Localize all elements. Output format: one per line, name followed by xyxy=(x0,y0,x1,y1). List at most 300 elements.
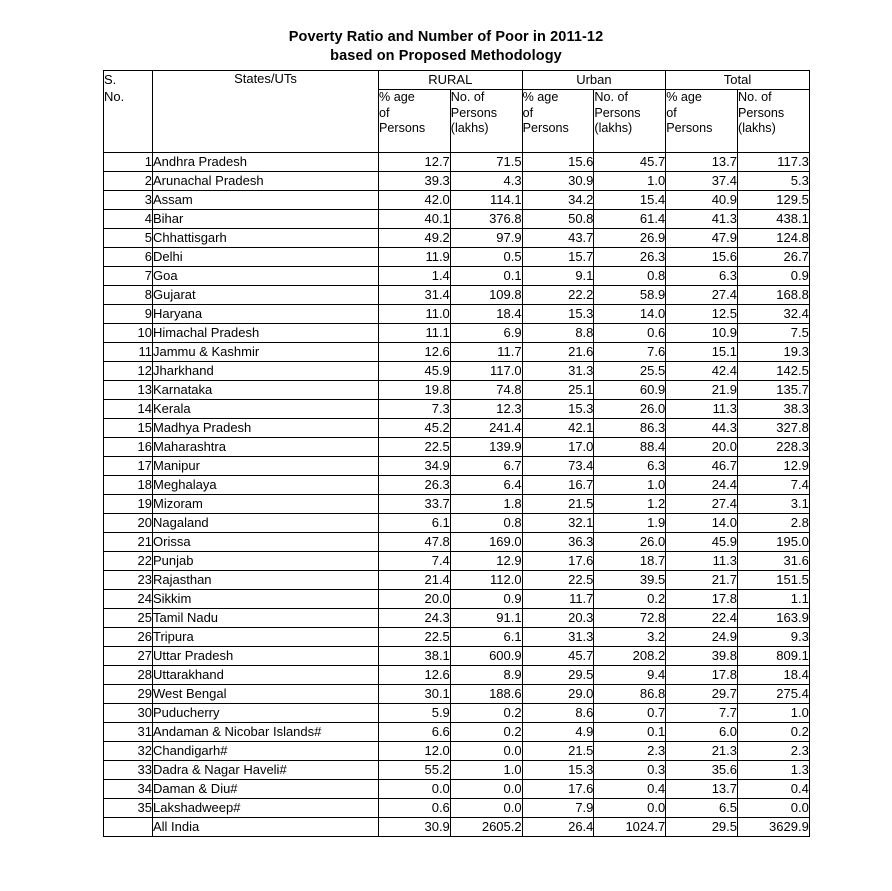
cell-urban-percentage: 11.7 xyxy=(522,590,594,609)
table-row xyxy=(104,400,810,419)
table-header xyxy=(104,71,810,153)
cell-rural-persons: 6.7 xyxy=(450,457,522,476)
table-row xyxy=(104,362,810,381)
cell-urban-persons: 58.9 xyxy=(594,286,666,305)
cell-rural-percentage: 45.9 xyxy=(379,362,451,381)
cell-urban-percentage: 17.6 xyxy=(522,552,594,571)
cell-urban-percentage: 29.0 xyxy=(522,685,594,704)
cell-state-name: Chandigarh# xyxy=(153,742,379,761)
cell-serial-number: 6 xyxy=(104,248,153,267)
cell-serial-number: 24 xyxy=(104,590,153,609)
cell-state-name: Maharashtra xyxy=(153,438,379,457)
cell-rural-percentage: 0.0 xyxy=(379,780,451,799)
cell-total-percentage: 7.7 xyxy=(666,704,738,723)
cell-urban-persons: 1.2 xyxy=(594,495,666,514)
cell-urban-persons: 45.7 xyxy=(594,153,666,172)
urban-num-line-2: Persons xyxy=(594,105,641,120)
total-pct-line-3: Persons xyxy=(666,121,713,135)
cell-serial-number: 29 xyxy=(104,685,153,704)
cell-total-persons: 124.8 xyxy=(738,229,810,248)
cell-state-name: Punjab xyxy=(153,552,379,571)
cell-total-percentage: 6.3 xyxy=(666,267,738,286)
cell-serial-number: 15 xyxy=(104,419,153,438)
cell-urban-percentage: 21.6 xyxy=(522,343,594,362)
cell-total-persons: 26.7 xyxy=(738,248,810,267)
cell-total-percentage: 24.9 xyxy=(666,628,738,647)
cell-total-persons: 18.4 xyxy=(738,666,810,685)
cell-rural-persons: 6.9 xyxy=(450,324,522,343)
cell-rural-persons: 600.9 xyxy=(450,647,522,666)
cell-total-percentage: 14.0 xyxy=(666,514,738,533)
cell-serial-number: 9 xyxy=(104,305,153,324)
column-header-urban-persons xyxy=(594,90,666,153)
cell-state-name: Karnataka xyxy=(153,381,379,400)
cell-urban-persons: 2.3 xyxy=(594,742,666,761)
cell-urban-persons: 0.1 xyxy=(594,723,666,742)
cell-total-percentage: 37.4 xyxy=(666,172,738,191)
cell-state-name: Arunachal Pradesh xyxy=(153,172,379,191)
cell-total-percentage: 17.8 xyxy=(666,666,738,685)
cell-serial-number: 5 xyxy=(104,229,153,248)
cell-rural-percentage: 40.1 xyxy=(379,210,451,229)
cell-state-name: Madhya Pradesh xyxy=(153,419,379,438)
cell-urban-persons: 0.8 xyxy=(594,267,666,286)
cell-state-name: Nagaland xyxy=(153,514,379,533)
cell-urban-percentage: 42.1 xyxy=(522,419,594,438)
cell-total-persons: 151.5 xyxy=(738,571,810,590)
cell-rural-persons: 0.9 xyxy=(450,590,522,609)
table-row xyxy=(104,419,810,438)
rural-pct-line-3: Persons xyxy=(379,121,426,135)
cell-state-name: Jammu & Kashmir xyxy=(153,343,379,362)
cell-state-name: Puducherry xyxy=(153,704,379,723)
cell-state-name: Assam xyxy=(153,191,379,210)
cell-urban-persons: 0.7 xyxy=(594,704,666,723)
cell-total-persons: 32.4 xyxy=(738,305,810,324)
cell-total-percentage: 46.7 xyxy=(666,457,738,476)
cell-rural-percentage: 1.4 xyxy=(379,267,451,286)
cell-rural-percentage: 30.1 xyxy=(379,685,451,704)
table-row xyxy=(104,780,810,799)
cell-urban-persons: 86.3 xyxy=(594,419,666,438)
cell-urban-percentage: 20.3 xyxy=(522,609,594,628)
cell-total-percentage: 17.8 xyxy=(666,590,738,609)
cell-rural-persons: 4.3 xyxy=(450,172,522,191)
cell-total-percentage: 15.1 xyxy=(666,343,738,362)
cell-rural-persons: 0.5 xyxy=(450,248,522,267)
cell-total-persons: 1.0 xyxy=(738,704,810,723)
cell-rural-percentage: 11.9 xyxy=(379,248,451,267)
table-row xyxy=(104,191,810,210)
cell-serial-number: 22 xyxy=(104,552,153,571)
cell-urban-percentage: 22.5 xyxy=(522,571,594,590)
cell-rural-percentage: 12.6 xyxy=(379,343,451,362)
cell-state-name: Himachal Pradesh xyxy=(153,324,379,343)
cell-serial-number xyxy=(104,818,153,837)
cell-total-persons: 129.5 xyxy=(738,191,810,210)
cell-total-percentage: 39.8 xyxy=(666,647,738,666)
cell-rural-persons: 0.0 xyxy=(450,742,522,761)
cell-serial-number: 7 xyxy=(104,267,153,286)
cell-serial-number: 16 xyxy=(104,438,153,457)
cell-rural-percentage: 33.7 xyxy=(379,495,451,514)
table-row xyxy=(104,723,810,742)
cell-state-name: Orissa xyxy=(153,533,379,552)
cell-urban-percentage: 9.1 xyxy=(522,267,594,286)
cell-total-persons: 7.5 xyxy=(738,324,810,343)
column-header-total-persons xyxy=(738,90,810,153)
column-group-header-total: Total xyxy=(666,71,810,90)
cell-total-percentage: 13.7 xyxy=(666,780,738,799)
cell-serial-number: 34 xyxy=(104,780,153,799)
cell-total-persons: 327.8 xyxy=(738,419,810,438)
cell-urban-percentage: 15.6 xyxy=(522,153,594,172)
cell-urban-persons: 0.6 xyxy=(594,324,666,343)
table-row xyxy=(104,552,810,571)
cell-total-percentage: 21.3 xyxy=(666,742,738,761)
cell-serial-number: 12 xyxy=(104,362,153,381)
urban-pct-line-2: of xyxy=(522,105,534,120)
cell-urban-percentage: 50.8 xyxy=(522,210,594,229)
cell-urban-persons: 7.6 xyxy=(594,343,666,362)
cell-total-persons: 142.5 xyxy=(738,362,810,381)
cell-serial-number: 3 xyxy=(104,191,153,210)
cell-rural-persons: 8.9 xyxy=(450,666,522,685)
cell-urban-percentage: 4.9 xyxy=(522,723,594,742)
cell-urban-percentage: 8.6 xyxy=(522,704,594,723)
cell-rural-percentage: 6.6 xyxy=(379,723,451,742)
cell-total-percentage: 13.7 xyxy=(666,153,738,172)
table-row xyxy=(104,590,810,609)
cell-urban-percentage: 73.4 xyxy=(522,457,594,476)
column-header-serial-number xyxy=(104,71,153,153)
table-row xyxy=(104,666,810,685)
cell-urban-percentage: 15.3 xyxy=(522,761,594,780)
cell-rural-persons: 18.4 xyxy=(450,305,522,324)
table-row xyxy=(104,153,810,172)
cell-urban-percentage: 17.0 xyxy=(522,438,594,457)
cell-total-persons: 2.3 xyxy=(738,742,810,761)
cell-total-percentage: 47.9 xyxy=(666,229,738,248)
cell-total-percentage: 11.3 xyxy=(666,552,738,571)
cell-urban-percentage: 7.9 xyxy=(522,799,594,818)
cell-rural-percentage: 6.1 xyxy=(379,514,451,533)
cell-urban-percentage: 17.6 xyxy=(522,780,594,799)
cell-state-name: Haryana xyxy=(153,305,379,324)
table-row xyxy=(104,647,810,666)
cell-total-persons: 2.8 xyxy=(738,514,810,533)
cell-rural-percentage: 42.0 xyxy=(379,191,451,210)
cell-rural-persons: 0.0 xyxy=(450,780,522,799)
urban-num-line-1: No. of xyxy=(594,90,629,104)
cell-rural-persons: 71.5 xyxy=(450,153,522,172)
cell-urban-persons: 26.3 xyxy=(594,248,666,267)
cell-state-name: Goa xyxy=(153,267,379,286)
cell-rural-percentage: 11.1 xyxy=(379,324,451,343)
table-row xyxy=(104,609,810,628)
column-header-urban-percentage xyxy=(522,90,594,153)
rural-num-line-3: (lakhs) xyxy=(450,121,489,135)
table-row xyxy=(104,438,810,457)
cell-serial-number: 28 xyxy=(104,666,153,685)
cell-total-persons: 168.8 xyxy=(738,286,810,305)
cell-urban-persons: 0.0 xyxy=(594,799,666,818)
cell-rural-percentage: 12.0 xyxy=(379,742,451,761)
table-row xyxy=(104,305,810,324)
table-row xyxy=(104,685,810,704)
cell-serial-number: 21 xyxy=(104,533,153,552)
cell-rural-persons: 12.3 xyxy=(450,400,522,419)
cell-rural-persons: 97.9 xyxy=(450,229,522,248)
cell-urban-percentage: 30.9 xyxy=(522,172,594,191)
cell-total-percentage: 11.3 xyxy=(666,400,738,419)
cell-total-persons: 1.1 xyxy=(738,590,810,609)
page-title xyxy=(0,28,892,66)
cell-rural-percentage: 22.5 xyxy=(379,628,451,647)
cell-urban-persons: 1.0 xyxy=(594,476,666,495)
table-row xyxy=(104,742,810,761)
cell-serial-number: 17 xyxy=(104,457,153,476)
cell-total-persons: 5.3 xyxy=(738,172,810,191)
cell-total-persons: 12.9 xyxy=(738,457,810,476)
cell-state-name: Jharkhand xyxy=(153,362,379,381)
cell-total-percentage: 29.7 xyxy=(666,685,738,704)
cell-urban-persons: 1024.7 xyxy=(594,818,666,837)
cell-total-percentage: 15.6 xyxy=(666,248,738,267)
cell-urban-percentage: 15.7 xyxy=(522,248,594,267)
cell-urban-persons: 14.0 xyxy=(594,305,666,324)
cell-total-persons: 0.2 xyxy=(738,723,810,742)
cell-serial-number: 31 xyxy=(104,723,153,742)
cell-total-persons: 0.4 xyxy=(738,780,810,799)
cell-rural-persons: 12.9 xyxy=(450,552,522,571)
cell-serial-number: 30 xyxy=(104,704,153,723)
cell-state-name: Andaman & Nicobar Islands# xyxy=(153,723,379,742)
rural-pct-line-1: % age xyxy=(379,90,415,104)
table-row xyxy=(104,248,810,267)
cell-state-name: Mizoram xyxy=(153,495,379,514)
cell-state-name: Kerala xyxy=(153,400,379,419)
total-num-line-1: No. of xyxy=(738,90,772,104)
cell-urban-persons: 39.5 xyxy=(594,571,666,590)
cell-urban-persons: 0.2 xyxy=(594,590,666,609)
header-row-groups xyxy=(104,71,810,90)
cell-serial-number: 35 xyxy=(104,799,153,818)
cell-rural-percentage: 12.7 xyxy=(379,153,451,172)
cell-rural-percentage: 26.3 xyxy=(379,476,451,495)
cell-serial-number: 14 xyxy=(104,400,153,419)
cell-urban-percentage: 31.3 xyxy=(522,362,594,381)
cell-total-persons: 195.0 xyxy=(738,533,810,552)
cell-total-percentage: 27.4 xyxy=(666,495,738,514)
cell-serial-number: 23 xyxy=(104,571,153,590)
cell-total-persons: 31.6 xyxy=(738,552,810,571)
table-row xyxy=(104,761,810,780)
cell-urban-persons: 72.8 xyxy=(594,609,666,628)
cell-rural-percentage: 7.3 xyxy=(379,400,451,419)
cell-total-persons: 3.1 xyxy=(738,495,810,514)
cell-urban-percentage: 43.7 xyxy=(522,229,594,248)
table-row xyxy=(104,210,810,229)
cell-rural-percentage: 0.6 xyxy=(379,799,451,818)
column-header-rural-persons xyxy=(450,90,522,153)
cell-serial-number: 2 xyxy=(104,172,153,191)
cell-rural-percentage: 38.1 xyxy=(379,647,451,666)
cell-urban-persons: 0.4 xyxy=(594,780,666,799)
cell-rural-percentage: 20.0 xyxy=(379,590,451,609)
cell-total-percentage: 22.4 xyxy=(666,609,738,628)
cell-rural-persons: 0.2 xyxy=(450,723,522,742)
cell-urban-percentage: 34.2 xyxy=(522,191,594,210)
cell-total-percentage: 29.5 xyxy=(666,818,738,837)
cell-rural-percentage: 49.2 xyxy=(379,229,451,248)
serial-header-line-1: S. xyxy=(104,72,117,87)
cell-rural-percentage: 11.0 xyxy=(379,305,451,324)
cell-urban-percentage: 31.3 xyxy=(522,628,594,647)
cell-urban-persons: 26.0 xyxy=(594,533,666,552)
cell-urban-percentage: 21.5 xyxy=(522,495,594,514)
total-num-line-2: Persons xyxy=(738,105,785,120)
table-row xyxy=(104,704,810,723)
cell-rural-persons: 1.0 xyxy=(450,761,522,780)
table-row xyxy=(104,229,810,248)
serial-header-line-2: No. xyxy=(104,89,125,104)
cell-urban-persons: 61.4 xyxy=(594,210,666,229)
cell-rural-percentage: 47.8 xyxy=(379,533,451,552)
table-row xyxy=(104,514,810,533)
table-row xyxy=(104,343,810,362)
cell-state-name: Manipur xyxy=(153,457,379,476)
cell-rural-persons: 376.8 xyxy=(450,210,522,229)
cell-serial-number: 11 xyxy=(104,343,153,362)
cell-total-percentage: 6.5 xyxy=(666,799,738,818)
cell-urban-percentage: 25.1 xyxy=(522,381,594,400)
cell-urban-persons: 88.4 xyxy=(594,438,666,457)
cell-rural-percentage: 21.4 xyxy=(379,571,451,590)
cell-serial-number: 18 xyxy=(104,476,153,495)
cell-total-percentage: 21.7 xyxy=(666,571,738,590)
cell-urban-persons: 60.9 xyxy=(594,381,666,400)
cell-urban-persons: 26.9 xyxy=(594,229,666,248)
cell-state-name: Lakshadweep# xyxy=(153,799,379,818)
table-row xyxy=(104,799,810,818)
cell-state-name: Bihar xyxy=(153,210,379,229)
cell-total-percentage: 41.3 xyxy=(666,210,738,229)
cell-urban-percentage: 29.5 xyxy=(522,666,594,685)
cell-rural-persons: 0.8 xyxy=(450,514,522,533)
cell-rural-persons: 6.1 xyxy=(450,628,522,647)
title-line-2: based on Proposed Methodology xyxy=(330,48,562,64)
cell-urban-percentage: 32.1 xyxy=(522,514,594,533)
table-body xyxy=(104,153,810,837)
cell-rural-persons: 139.9 xyxy=(450,438,522,457)
cell-urban-percentage: 22.2 xyxy=(522,286,594,305)
cell-total-persons: 438.1 xyxy=(738,210,810,229)
cell-rural-percentage: 30.9 xyxy=(379,818,451,837)
cell-rural-persons: 169.0 xyxy=(450,533,522,552)
cell-serial-number: 1 xyxy=(104,153,153,172)
cell-rural-percentage: 34.9 xyxy=(379,457,451,476)
cell-urban-persons: 208.2 xyxy=(594,647,666,666)
cell-total-persons: 135.7 xyxy=(738,381,810,400)
cell-urban-percentage: 16.7 xyxy=(522,476,594,495)
cell-state-name: Rajasthan xyxy=(153,571,379,590)
cell-rural-persons: 114.1 xyxy=(450,191,522,210)
cell-urban-persons: 15.4 xyxy=(594,191,666,210)
column-group-header-urban: Urban xyxy=(522,71,666,90)
cell-urban-persons: 3.2 xyxy=(594,628,666,647)
cell-rural-percentage: 19.8 xyxy=(379,381,451,400)
cell-total-persons: 19.3 xyxy=(738,343,810,362)
cell-serial-number: 32 xyxy=(104,742,153,761)
urban-pct-line-3: Persons xyxy=(522,121,569,135)
cell-total-percentage: 12.5 xyxy=(666,305,738,324)
column-group-header-rural: RURAL xyxy=(379,71,523,90)
cell-urban-percentage: 15.3 xyxy=(522,400,594,419)
cell-state-name: Uttar Pradesh xyxy=(153,647,379,666)
cell-rural-persons: 0.1 xyxy=(450,267,522,286)
cell-serial-number: 26 xyxy=(104,628,153,647)
table-row xyxy=(104,628,810,647)
cell-rural-persons: 6.4 xyxy=(450,476,522,495)
cell-state-name: Delhi xyxy=(153,248,379,267)
cell-rural-persons: 0.2 xyxy=(450,704,522,723)
cell-state-name: Gujarat xyxy=(153,286,379,305)
urban-num-line-3: (lakhs) xyxy=(594,121,633,135)
cell-state-name: Chhattisgarh xyxy=(153,229,379,248)
cell-state-name: Meghalaya xyxy=(153,476,379,495)
cell-total-percentage: 40.9 xyxy=(666,191,738,210)
cell-total-percentage: 6.0 xyxy=(666,723,738,742)
title-line-1: Poverty Ratio and Number of Poor in 2011-12 xyxy=(288,29,604,45)
cell-rural-persons: 117.0 xyxy=(450,362,522,381)
cell-total-persons: 1.3 xyxy=(738,761,810,780)
cell-total-percentage: 42.4 xyxy=(666,362,738,381)
cell-rural-percentage: 45.2 xyxy=(379,419,451,438)
cell-rural-percentage: 24.3 xyxy=(379,609,451,628)
cell-total-percentage: 27.4 xyxy=(666,286,738,305)
cell-rural-percentage: 31.4 xyxy=(379,286,451,305)
cell-serial-number: 33 xyxy=(104,761,153,780)
cell-serial-number: 19 xyxy=(104,495,153,514)
poverty-table-container xyxy=(103,70,809,837)
cell-state-name: Andhra Pradesh xyxy=(153,153,379,172)
cell-serial-number: 4 xyxy=(104,210,153,229)
table-row xyxy=(104,324,810,343)
cell-rural-persons: 1.8 xyxy=(450,495,522,514)
cell-rural-persons: 241.4 xyxy=(450,419,522,438)
cell-total-persons: 117.3 xyxy=(738,153,810,172)
cell-rural-persons: 11.7 xyxy=(450,343,522,362)
cell-serial-number: 13 xyxy=(104,381,153,400)
cell-total-persons: 7.4 xyxy=(738,476,810,495)
cell-urban-persons: 86.8 xyxy=(594,685,666,704)
poverty-table xyxy=(103,70,810,837)
cell-urban-persons: 18.7 xyxy=(594,552,666,571)
cell-rural-persons: 0.0 xyxy=(450,799,522,818)
table-row xyxy=(104,818,810,837)
cell-urban-persons: 1.9 xyxy=(594,514,666,533)
cell-state-name: West Bengal xyxy=(153,685,379,704)
cell-state-name: All India xyxy=(153,818,379,837)
cell-urban-percentage: 15.3 xyxy=(522,305,594,324)
cell-urban-persons: 25.5 xyxy=(594,362,666,381)
table-row xyxy=(104,286,810,305)
cell-state-name: Uttarakhand xyxy=(153,666,379,685)
cell-state-name: Tripura xyxy=(153,628,379,647)
rural-num-line-2: Persons xyxy=(450,105,497,120)
total-pct-line-2: of xyxy=(666,105,677,120)
